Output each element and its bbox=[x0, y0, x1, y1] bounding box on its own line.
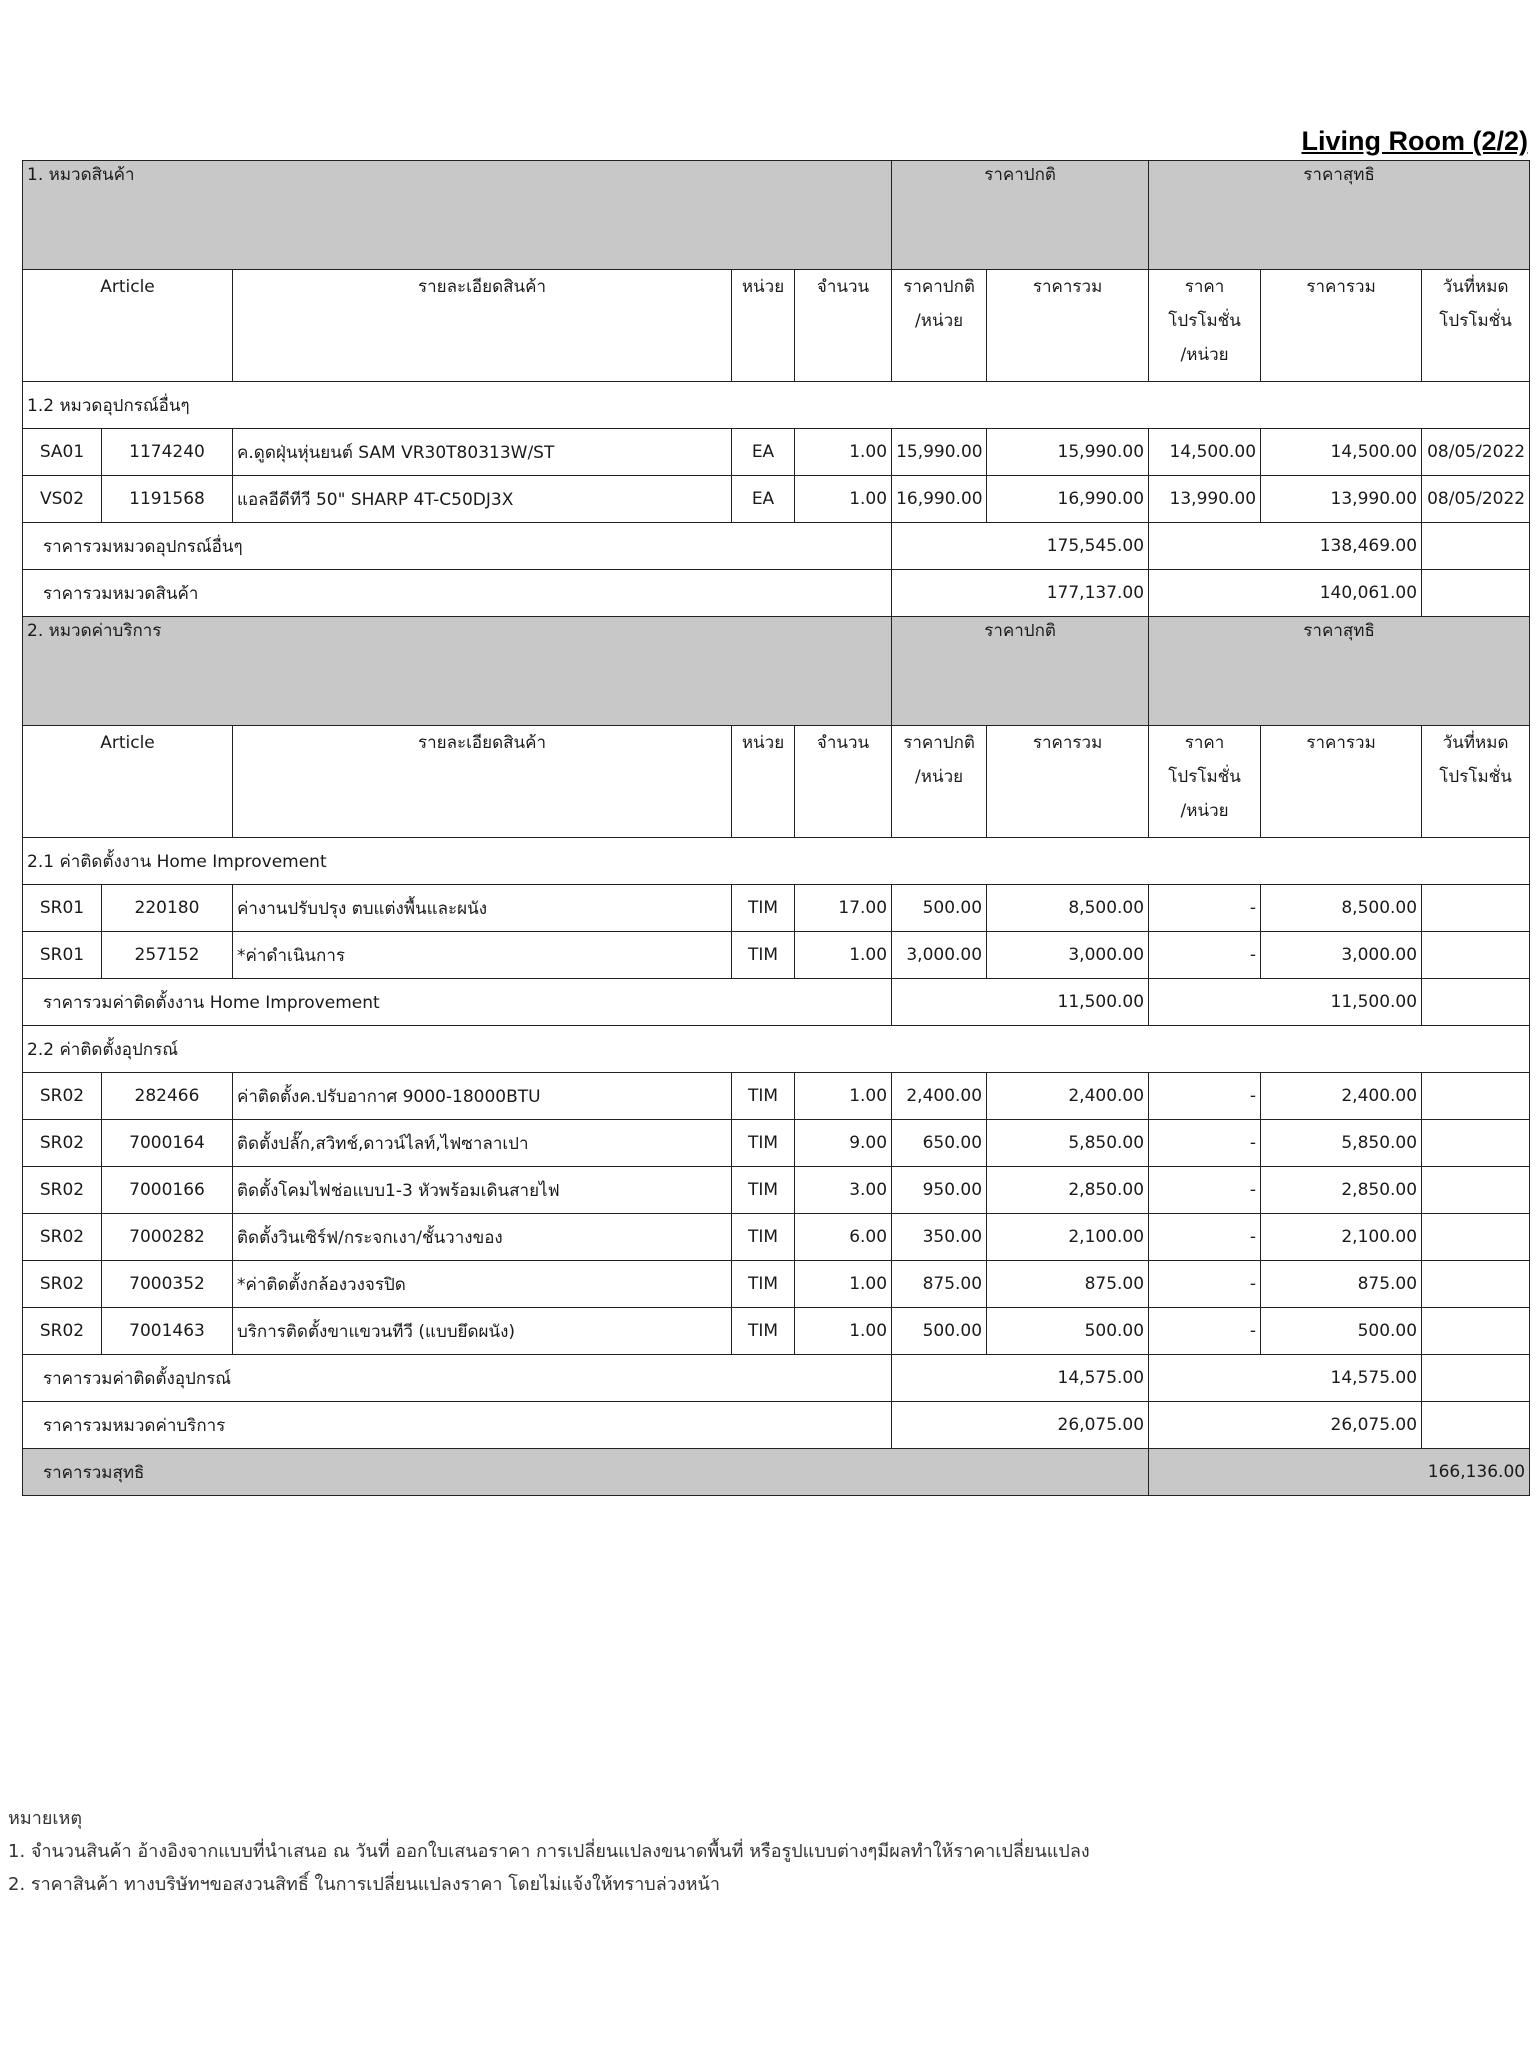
col-article-label: Article bbox=[100, 277, 155, 297]
subtotal-row bbox=[23, 979, 1530, 1026]
item-qty: 9.00 bbox=[795, 1120, 892, 1167]
item-code: SR01 bbox=[23, 885, 102, 932]
item-article: 7000166 bbox=[102, 1167, 233, 1214]
label: วันที่หมด bbox=[1442, 277, 1509, 297]
item-code: SA01 bbox=[23, 429, 102, 476]
col-promo-total: ราคารวม bbox=[1261, 270, 1422, 382]
section-title: 1. หมวดสินค้า bbox=[23, 161, 892, 270]
item-unit: TIM bbox=[732, 1214, 795, 1261]
item-total: 8,500.00 bbox=[987, 885, 1149, 932]
net-price-label: ราคาสุทธิ bbox=[1149, 161, 1530, 270]
item-promo-total: 2,850.00 bbox=[1261, 1167, 1422, 1214]
label: โปรโมชั่น bbox=[1168, 311, 1241, 331]
item-qty: 1.00 bbox=[795, 1261, 892, 1308]
item-total: 16,990.00 bbox=[987, 476, 1149, 523]
item-qty: 17.00 bbox=[795, 885, 892, 932]
item-unit-price: 16,990.00 bbox=[892, 476, 987, 523]
subtotal-row bbox=[23, 1355, 1530, 1402]
item-promo-expiry bbox=[1422, 1308, 1530, 1355]
item-desc: ค่าติดตั้งค.ปรับอากาศ 9000-18000BTU bbox=[233, 1073, 732, 1120]
item-promo-expiry bbox=[1422, 1120, 1530, 1167]
total-label: ราคารวมหมวดสินค้า bbox=[23, 570, 892, 617]
total-label: ราคารวมหมวดอุปกรณ์อื่นๆ bbox=[23, 523, 892, 570]
item-unit-price: 950.00 bbox=[892, 1167, 987, 1214]
item-desc: ติดตั้งโคมไฟช่อแบบ1-3 หัวพร้อมเดินสายไฟ bbox=[233, 1167, 732, 1214]
total-label: ราคารวมค่าติดตั้งอุปกรณ์ bbox=[23, 1355, 892, 1402]
total-regular: 26,075.00 bbox=[892, 1402, 1149, 1449]
item-article: 220180 bbox=[102, 885, 233, 932]
grand-total-value: 166,136.00 bbox=[1149, 1449, 1530, 1496]
item-promo-price: - bbox=[1149, 932, 1261, 979]
item-desc: *ค่าติดตั้งกล้องวงจรปิด bbox=[233, 1261, 732, 1308]
item-desc: ติดตั้งวินเซิร์ฟ/กระจกเงา/ชั้นวางของ bbox=[233, 1214, 732, 1261]
item-promo-total: 2,400.00 bbox=[1261, 1073, 1422, 1120]
label: /หน่วย bbox=[915, 311, 964, 331]
item-unit: EA bbox=[732, 476, 795, 523]
item-promo-price: - bbox=[1149, 1308, 1261, 1355]
column-header-row bbox=[23, 726, 1530, 838]
category-total-row bbox=[23, 1402, 1530, 1449]
item-qty: 1.00 bbox=[795, 1308, 892, 1355]
label: โปรโมชั่น bbox=[1168, 767, 1241, 787]
item-code: SR02 bbox=[23, 1214, 102, 1261]
item-unit: TIM bbox=[732, 885, 795, 932]
total-label: ราคารวมหมวดค่าบริการ bbox=[23, 1402, 892, 1449]
item-unit-price: 875.00 bbox=[892, 1261, 987, 1308]
item-article: 7001463 bbox=[102, 1308, 233, 1355]
item-promo-price: - bbox=[1149, 1120, 1261, 1167]
item-promo-price: 13,990.00 bbox=[1149, 476, 1261, 523]
total-regular: 175,545.00 bbox=[892, 523, 1149, 570]
col-promo-expiry bbox=[1422, 726, 1530, 838]
item-unit-price: 15,990.00 bbox=[892, 429, 987, 476]
label: /หน่วย bbox=[1180, 801, 1229, 821]
col-desc: รายละเอียดสินค้า bbox=[233, 270, 732, 382]
item-article: 7000282 bbox=[102, 1214, 233, 1261]
item-unit: TIM bbox=[732, 1120, 795, 1167]
item-unit-price: 3,000.00 bbox=[892, 932, 987, 979]
table-row bbox=[23, 1120, 1530, 1167]
col-promo-expiry bbox=[1422, 270, 1530, 382]
item-total: 500.00 bbox=[987, 1308, 1149, 1355]
total-regular: 14,575.00 bbox=[892, 1355, 1149, 1402]
item-promo-price: - bbox=[1149, 1214, 1261, 1261]
item-promo-price: 14,500.00 bbox=[1149, 429, 1261, 476]
table-row bbox=[23, 1261, 1530, 1308]
table-row bbox=[23, 1073, 1530, 1120]
total-regular: 177,137.00 bbox=[892, 570, 1149, 617]
total-empty bbox=[1422, 523, 1530, 570]
item-promo-expiry bbox=[1422, 1261, 1530, 1308]
item-unit: TIM bbox=[732, 1073, 795, 1120]
label: ราคา bbox=[1184, 733, 1225, 753]
item-unit-price: 350.00 bbox=[892, 1214, 987, 1261]
total-empty bbox=[1422, 570, 1530, 617]
item-desc: บริการติดตั้งขาแขวนทีวี (แบบยึดผนัง) bbox=[233, 1308, 732, 1355]
label: โปรโมชั่น bbox=[1439, 311, 1512, 331]
item-unit-price: 2,400.00 bbox=[892, 1073, 987, 1120]
item-promo-total: 5,850.00 bbox=[1261, 1120, 1422, 1167]
col-unit: หน่วย bbox=[732, 270, 795, 382]
item-promo-total: 14,500.00 bbox=[1261, 429, 1422, 476]
item-promo-expiry: 08/05/2022 bbox=[1422, 429, 1530, 476]
item-promo-price: - bbox=[1149, 1261, 1261, 1308]
item-qty: 1.00 bbox=[795, 1073, 892, 1120]
item-desc: แอลอีดีทีวี 50" SHARP 4T-C50DJ3X bbox=[233, 476, 732, 523]
col-unit-price bbox=[892, 726, 987, 838]
subsection-title: 2.2 ค่าติดตั้งอุปกรณ์ bbox=[23, 1026, 1530, 1073]
item-unit-price: 650.00 bbox=[892, 1120, 987, 1167]
item-total: 3,000.00 bbox=[987, 932, 1149, 979]
quotation-table bbox=[22, 160, 1530, 1496]
subsection-title: 2.1 ค่าติดตั้งงาน Home Improvement bbox=[23, 838, 1530, 885]
item-promo-expiry bbox=[1422, 885, 1530, 932]
item-promo-total: 3,000.00 bbox=[1261, 932, 1422, 979]
total-net: 138,469.00 bbox=[1149, 523, 1422, 570]
item-total: 5,850.00 bbox=[987, 1120, 1149, 1167]
table-row bbox=[23, 1167, 1530, 1214]
total-empty bbox=[1422, 1355, 1530, 1402]
note-line: 2. ราคาสินค้า ทางบริษัทฯขอสงวนสิทธิ์ ในการเปลี่ยนแปลงราคา โดยไม่แจ้งให้ทราบล่วงหน้า bbox=[8, 1874, 720, 1895]
notes-title: หมายเหตุ bbox=[8, 1808, 83, 1829]
item-code: SR02 bbox=[23, 1261, 102, 1308]
item-unit: TIM bbox=[732, 1261, 795, 1308]
item-total: 2,100.00 bbox=[987, 1214, 1149, 1261]
item-qty: 1.00 bbox=[795, 476, 892, 523]
total-empty bbox=[1422, 1402, 1530, 1449]
item-total: 2,400.00 bbox=[987, 1073, 1149, 1120]
item-desc: ค.ดูดฝุ่นหุ่นยนต์ SAM VR30T80313W/ST bbox=[233, 429, 732, 476]
item-promo-expiry bbox=[1422, 1214, 1530, 1261]
item-code: SR02 bbox=[23, 1308, 102, 1355]
item-total: 875.00 bbox=[987, 1261, 1149, 1308]
item-promo-total: 500.00 bbox=[1261, 1308, 1422, 1355]
label: ราคาปกติ bbox=[903, 277, 975, 297]
item-code: VS02 bbox=[23, 476, 102, 523]
item-article: 7000164 bbox=[102, 1120, 233, 1167]
table-row bbox=[23, 932, 1530, 979]
page-title: Living Room (2/2) bbox=[1301, 126, 1528, 156]
item-unit-price: 500.00 bbox=[892, 885, 987, 932]
item-article: 1174240 bbox=[102, 429, 233, 476]
col-article-label: Article bbox=[100, 733, 155, 753]
table-row bbox=[23, 429, 1530, 476]
item-promo-total: 875.00 bbox=[1261, 1261, 1422, 1308]
item-desc: ติดตั้งปลั๊ก,สวิทช์,ดาวน์ไลท์,ไฟซาลาเปา bbox=[233, 1120, 732, 1167]
total-label: ราคารวมค่าติดตั้งงาน Home Improvement bbox=[23, 979, 892, 1026]
subsection-title-row bbox=[23, 838, 1530, 885]
note-line: 1. จำนวนสินค้า อ้างอิงจากแบบที่นำเสนอ ณ วันที่ ออกใบเสนอราคา การเปลี่ยนแปลงขนาดพื้นที่ หรือรูปแบบต่างๆมีผลทำให้ราคาเปลี่ยนแปลง bbox=[8, 1841, 1090, 1862]
net-price-label: ราคาสุทธิ bbox=[1149, 617, 1530, 726]
table-row bbox=[23, 885, 1530, 932]
total-net: 11,500.00 bbox=[1149, 979, 1422, 1026]
item-promo-total: 2,100.00 bbox=[1261, 1214, 1422, 1261]
subsection-title-row bbox=[23, 382, 1530, 429]
col-qty: จำนวน bbox=[795, 270, 892, 382]
col-unit-price bbox=[892, 270, 987, 382]
column-header-row bbox=[23, 270, 1530, 382]
notes bbox=[8, 1802, 1090, 1901]
total-net: 26,075.00 bbox=[1149, 1402, 1422, 1449]
item-qty: 6.00 bbox=[795, 1214, 892, 1261]
total-regular: 11,500.00 bbox=[892, 979, 1149, 1026]
item-qty: 3.00 bbox=[795, 1167, 892, 1214]
item-code: SR02 bbox=[23, 1120, 102, 1167]
item-promo-price: - bbox=[1149, 885, 1261, 932]
col-total: ราคารวม bbox=[987, 270, 1149, 382]
item-promo-expiry bbox=[1422, 932, 1530, 979]
label: /หน่วย bbox=[1180, 345, 1229, 365]
col-unit: หน่วย bbox=[732, 726, 795, 838]
item-promo-total: 13,990.00 bbox=[1261, 476, 1422, 523]
item-unit: TIM bbox=[732, 932, 795, 979]
col-promo-total: ราคารวม bbox=[1261, 726, 1422, 838]
col-article bbox=[23, 270, 233, 382]
item-promo-price: - bbox=[1149, 1073, 1261, 1120]
total-net: 14,575.00 bbox=[1149, 1355, 1422, 1402]
item-code: SR02 bbox=[23, 1073, 102, 1120]
item-article: 7000352 bbox=[102, 1261, 233, 1308]
regular-price-label: ราคาปกติ bbox=[892, 161, 1149, 270]
grand-total-row bbox=[23, 1449, 1530, 1496]
item-qty: 1.00 bbox=[795, 429, 892, 476]
grand-total-label: ราคารวมสุทธิ bbox=[23, 1449, 1149, 1496]
label: ราคา bbox=[1184, 277, 1225, 297]
label: วันที่หมด bbox=[1442, 733, 1509, 753]
label: โปรโมชั่น bbox=[1439, 767, 1512, 787]
section-header bbox=[23, 161, 1530, 270]
table-row bbox=[23, 1214, 1530, 1261]
col-article bbox=[23, 726, 233, 838]
total-net: 140,061.00 bbox=[1149, 570, 1422, 617]
item-code: SR02 bbox=[23, 1167, 102, 1214]
total-empty bbox=[1422, 979, 1530, 1026]
col-desc: รายละเอียดสินค้า bbox=[233, 726, 732, 838]
item-desc: ค่างานปรับปรุง ตบแต่งพื้นและผนัง bbox=[233, 885, 732, 932]
item-qty: 1.00 bbox=[795, 932, 892, 979]
item-unit: TIM bbox=[732, 1308, 795, 1355]
item-promo-total: 8,500.00 bbox=[1261, 885, 1422, 932]
col-promo-price bbox=[1149, 726, 1261, 838]
item-unit: TIM bbox=[732, 1167, 795, 1214]
item-article: 282466 bbox=[102, 1073, 233, 1120]
item-total: 15,990.00 bbox=[987, 429, 1149, 476]
item-desc: *ค่าดำเนินการ bbox=[233, 932, 732, 979]
subsection-title-row bbox=[23, 1026, 1530, 1073]
section-header bbox=[23, 617, 1530, 726]
item-promo-expiry bbox=[1422, 1167, 1530, 1214]
item-unit: EA bbox=[732, 429, 795, 476]
item-code: SR01 bbox=[23, 932, 102, 979]
table-row bbox=[23, 476, 1530, 523]
col-qty: จำนวน bbox=[795, 726, 892, 838]
category-total-row bbox=[23, 570, 1530, 617]
item-promo-expiry bbox=[1422, 1073, 1530, 1120]
item-total: 2,850.00 bbox=[987, 1167, 1149, 1214]
section-title: 2. หมวดค่าบริการ bbox=[23, 617, 892, 726]
subtotal-row bbox=[23, 523, 1530, 570]
item-promo-expiry: 08/05/2022 bbox=[1422, 476, 1530, 523]
item-promo-price: - bbox=[1149, 1167, 1261, 1214]
label: /หน่วย bbox=[915, 767, 964, 787]
table-row bbox=[23, 1308, 1530, 1355]
item-article: 257152 bbox=[102, 932, 233, 979]
regular-price-label: ราคาปกติ bbox=[892, 617, 1149, 726]
subsection-title: 1.2 หมวดอุปกรณ์อื่นๆ bbox=[23, 382, 1530, 429]
item-unit-price: 500.00 bbox=[892, 1308, 987, 1355]
col-total: ราคารวม bbox=[987, 726, 1149, 838]
col-promo-price bbox=[1149, 270, 1261, 382]
label: ราคาปกติ bbox=[903, 733, 975, 753]
item-article: 1191568 bbox=[102, 476, 233, 523]
